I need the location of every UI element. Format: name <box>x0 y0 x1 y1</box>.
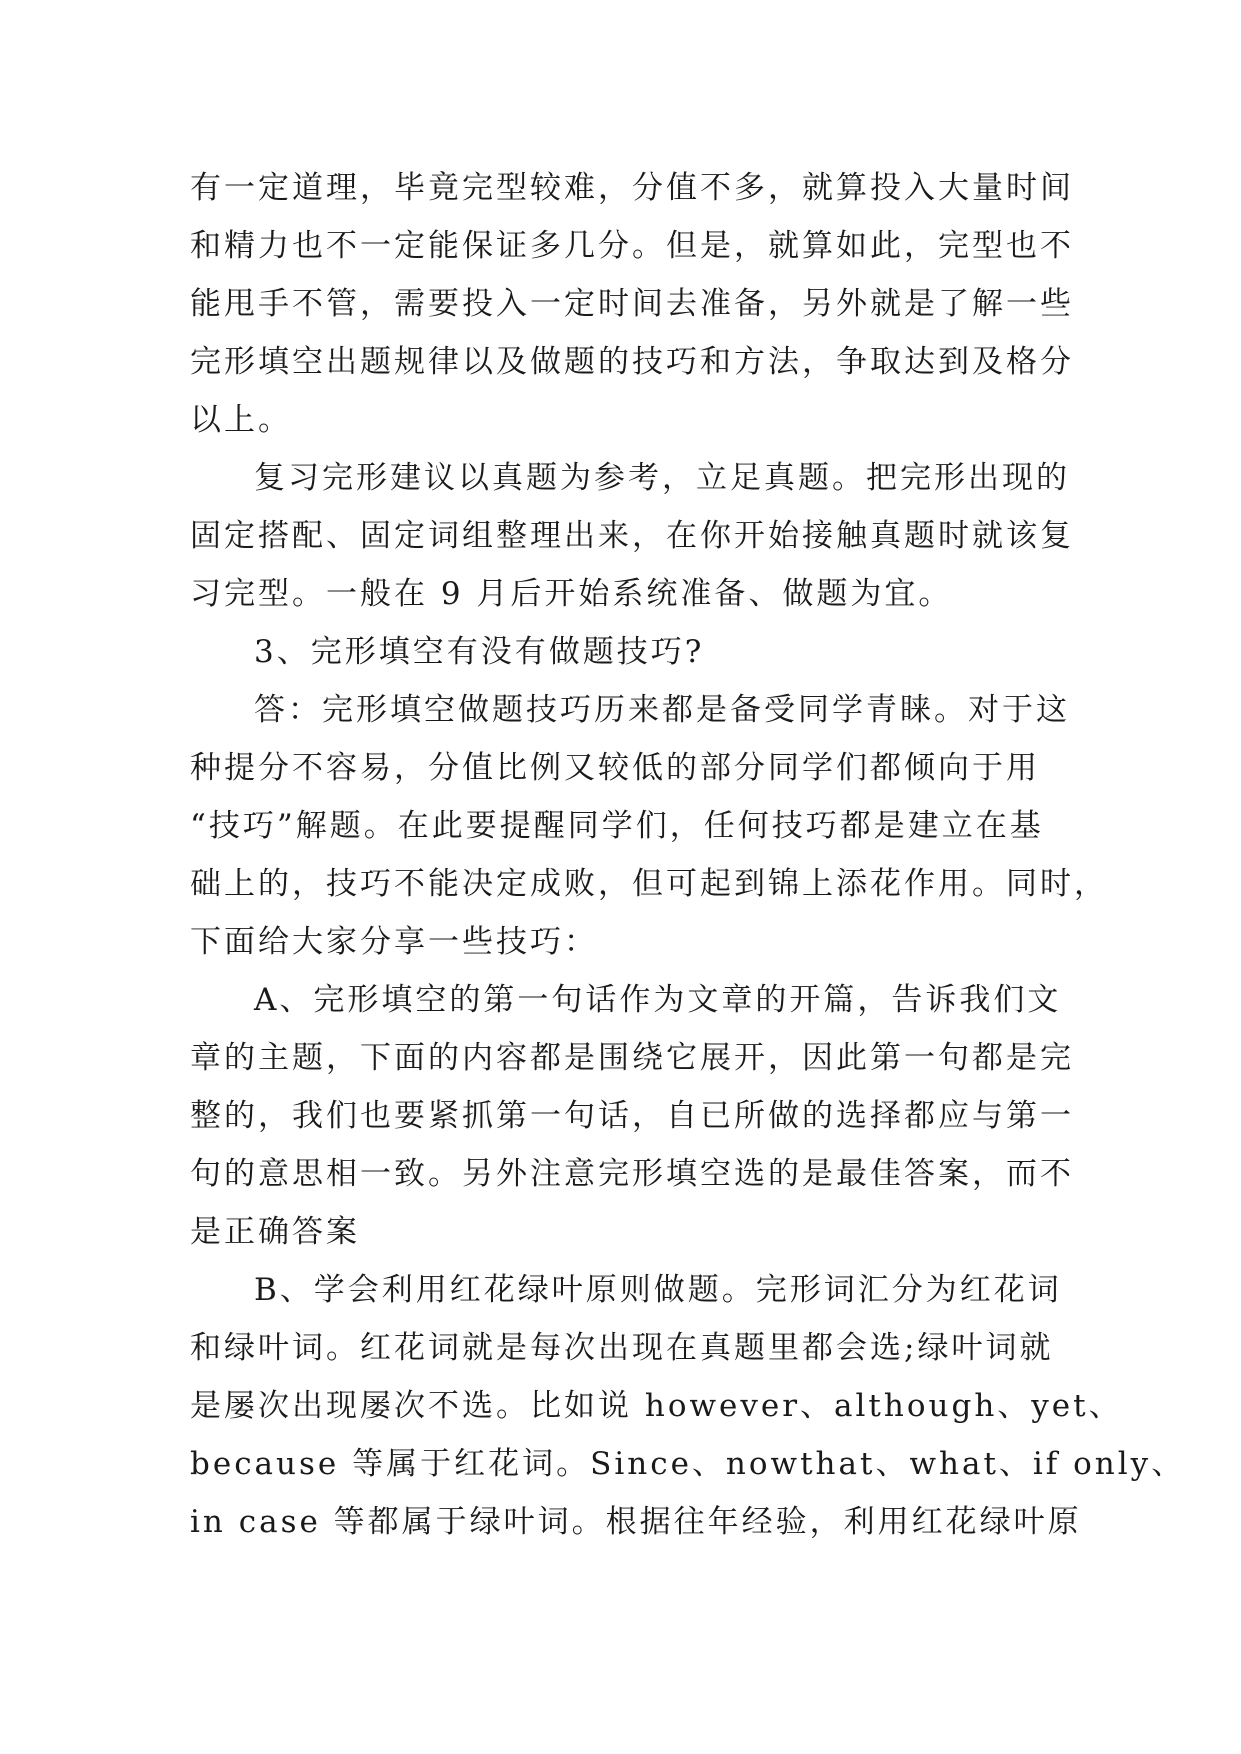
paragraph-start-line: 答：完形填空做题技巧历来都是备受同学青睐。对于这 <box>254 692 1070 728</box>
text-line: 础上的，技巧不能决定成败，但可起到锦上添花作用。同时， <box>190 866 1108 902</box>
text-line: 有一定道理，毕竟完型较难，分值不多，就算投入大量时间 <box>190 170 1074 206</box>
text-line: 习完型。一般在 9 月后开始系统准备、做题为宜。 <box>190 576 953 612</box>
text-line: “技巧”解题。在此要提醒同学们，任何技巧都是建立在基 <box>190 808 1044 844</box>
paragraph-start-line: 复习完形建议以真题为参考，立足真题。把完形出现的 <box>254 460 1070 496</box>
text-line: 是正确答案 <box>190 1214 360 1250</box>
text-line: in case 等都属于绿叶词。根据往年经验，利用红花绿叶原 <box>190 1504 1082 1540</box>
paragraph-start-line: A、完形填空的第一句话作为文章的开篇，告诉我们文 <box>254 982 1062 1018</box>
text-line: because 等属于红花词。Since、nowthat、what、if only、 <box>190 1446 1186 1482</box>
text-line: 和精力也不一定能保证多几分。但是，就算如此，完型也不 <box>190 228 1074 264</box>
text-line: 固定搭配、固定词组整理出来，在你开始接触真题时就该复 <box>190 518 1074 554</box>
text-line: 章的主题，下面的内容都是围绕它展开，因此第一句都是完 <box>190 1040 1074 1076</box>
text-line: 是屡次出现屡次不选。比如说 however、although、yet、 <box>190 1388 1123 1424</box>
text-line: 种提分不容易，分值比例又较低的部分同学们都倾向于用 <box>190 750 1040 786</box>
text-line: 和绿叶词。红花词就是每次出现在真题里都会选;绿叶词就 <box>190 1330 1054 1366</box>
text-line: 以上。 <box>190 402 292 438</box>
text-line: 下面给大家分享一些技巧： <box>190 924 598 960</box>
text-line: 完形填空出题规律以及做题的技巧和方法，争取达到及格分 <box>190 344 1074 380</box>
text-line: 整的，我们也要紧抓第一句话，自已所做的选择都应与第一 <box>190 1098 1074 1134</box>
text-line: 句的意思相一致。另外注意完形填空选的是最佳答案，而不 <box>190 1156 1074 1192</box>
section-heading: 3、完形填空有没有做题技巧? <box>254 634 705 670</box>
text-line: 能甩手不管，需要投入一定时间去准备，另外就是了解一些 <box>190 286 1074 322</box>
paragraph-start-line: B、学会利用红花绿叶原则做题。完形词汇分为红花词 <box>254 1272 1062 1308</box>
